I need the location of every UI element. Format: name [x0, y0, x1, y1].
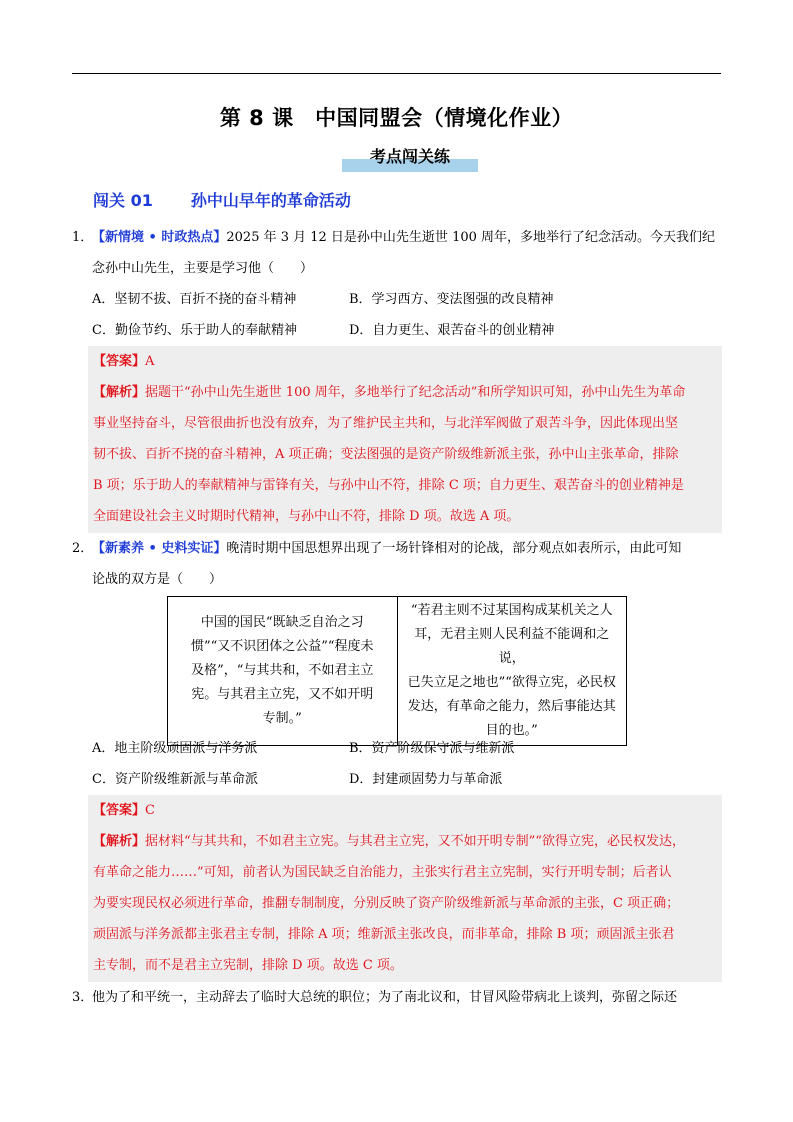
section-subtitle [342, 146, 478, 172]
q2-option-a[interactable]: A．地主阶级顽固派与洋务派 [92, 741, 258, 756]
q2-option-c[interactable]: C．资产阶级维新派与革命派 [92, 772, 258, 787]
q1-analysis-line1 [93, 377, 685, 408]
q1-stem-text: 2025 年 3 月 12 日是孙中山先生逝世 100 周年，多地举行了纪念活动。今天我们纪 [226, 230, 716, 245]
q2-quote-right-line: 耳，无君主则人民利益不能调和之说， [414, 627, 610, 666]
q2-quote-left-line: 宪。与其君主立宪，又不如开明 [191, 687, 374, 702]
q2-quote-right [397, 597, 627, 746]
q2-quote-right-line: 已失立足之地也”“欲得立宪，必民权 [407, 675, 616, 690]
q2-number: 2． [72, 541, 94, 556]
q2-quote-table [167, 596, 627, 746]
q2-analysis-line4: 顽固派与洋务派都主张君主专制，排除 A 项；维新派主张改良，而非革命，排除 B 项；顽固派主张君 [93, 927, 675, 942]
q2-quote-left-line: 惯”“又不识团体之公益”“程度未 [190, 639, 374, 654]
q1-analysis-line3: 韧不拔、百折不挠的奋斗精神，A 项正确；变法图强的是资产阶级维新派主张，孙中山主张革命，排除 [93, 447, 679, 462]
q3-stem-line1 [72, 982, 677, 1013]
q1-number: 1． [72, 230, 94, 245]
q1-analysis-line5: 全面建设社会主义时期时代精神，与孙中山不符，排除 D 项。故选 A 项。 [93, 509, 520, 524]
q2-tag: 【新素养 • 史料实证】 [92, 541, 227, 556]
q2-option-b[interactable]: B．资产阶级保守派与维新派 [349, 741, 515, 756]
q3-stem-text: 他为了和平统一，主动辞去了临时大总统的职位；为了南北议和，甘冒风险带病北上谈判，弥留之际还 [92, 990, 678, 1005]
q1-option-c[interactable]: C．勤俭节约、乐于助人的奉献精神 [92, 323, 297, 338]
q2-analysis-line5: 主专制，而不是君主立宪制，排除 D 项。故选 C 项。 [93, 958, 403, 973]
page-title: 第 8 课 中国同盟会（情境化作业） [219, 106, 574, 130]
q2-answer [93, 795, 155, 826]
q2-analysis-line1 [93, 826, 685, 857]
q2-analysis-text: 据材料“与其共和，不如君主立宪。与其君主立宪，又不如开明专制”“欲得立宪，必民权发达， [145, 834, 685, 849]
q2-stem-text: 晚清时期中国思想界出现了一场针锋相对的论战，部分观点如表所示，由此可知 [226, 541, 682, 556]
q2-quote-left-line: 专制。” [262, 711, 302, 726]
q2-answer-tag: 【答案】 [93, 803, 146, 818]
subtitle-text: 考点闯关练 [369, 147, 450, 166]
q1-analysis-line2: 事业坚持奋斗，尽管很曲折也没有放弃，为了维护民主共和，与北洋军阀做了艰苦斗争，因此体现出坚 [93, 416, 679, 431]
q1-answer-tag: 【答案】 [93, 354, 146, 369]
q2-quote-right-line: 目的也。” [485, 723, 538, 738]
q2-quote-right-line: 发达，有革命之能力，然后事能达其 [407, 699, 616, 714]
q2-stem-line1 [72, 533, 681, 564]
level-topic: 孙中山早年的革命活动 [190, 191, 351, 210]
q1-analysis-line4: B 项；乐于助人的奉献精神与雷锋有关，与孙中山不符，排除 C 项；自力更生、艰苦奋斗的创业精神是 [93, 478, 684, 493]
q1-option-d[interactable]: D．自力更生、艰苦奋斗的创业精神 [349, 323, 555, 338]
q2-analysis-line2: 有革命之能力……”可知，前者认为国民缺乏自治能力，主张实行君主立宪制，实行开明专制；后者认 [93, 865, 672, 880]
q3-number: 3． [72, 990, 94, 1005]
q2-option-d[interactable]: D．封建顽固势力与革命派 [349, 772, 503, 787]
level-heading [93, 188, 351, 211]
level-label: 闯关 01 [93, 191, 153, 210]
q2-stem-line2: 论战的双方是（ ） [92, 572, 223, 587]
q1-stem-line1 [72, 222, 715, 253]
q1-analysis-text: 据题干“孙中山先生逝世 100 周年，多地举行了纪念活动”和所学知识可知，孙中山先生为革命 [145, 385, 686, 400]
q1-answer [93, 346, 154, 377]
q1-analysis-tag: 【解析】 [93, 385, 146, 400]
q2-quote-left [168, 597, 398, 746]
q2-analysis-line3: 为要实现民权必须进行革命，推翻专制制度，分别反映了资产阶级维新派与革命派的主张，C 项正确； [93, 896, 680, 911]
header-rule [72, 73, 721, 74]
q1-option-a[interactable]: A．坚韧不拔、百折不挠的奋斗精神 [92, 292, 297, 307]
q2-quote-left-line: 中国的国民“既缺乏自治之习 [200, 615, 364, 630]
q2-analysis-tag: 【解析】 [93, 834, 146, 849]
q1-option-b[interactable]: B．学习西方、变法图强的改良精神 [349, 292, 554, 307]
q1-tag: 【新情境 • 时政热点】 [92, 230, 227, 245]
q2-quote-left-line: 及格”，“与其共和，不如君主立 [191, 663, 374, 678]
q1-answer-value: A [145, 354, 155, 369]
q2-answer-value: C [145, 803, 155, 818]
q1-stem-line2: 念孙中山先生，主要是学习他（ ） [92, 261, 314, 276]
q2-quote-right-line: “若君主则不过某国构成某机关之人 [410, 603, 613, 618]
